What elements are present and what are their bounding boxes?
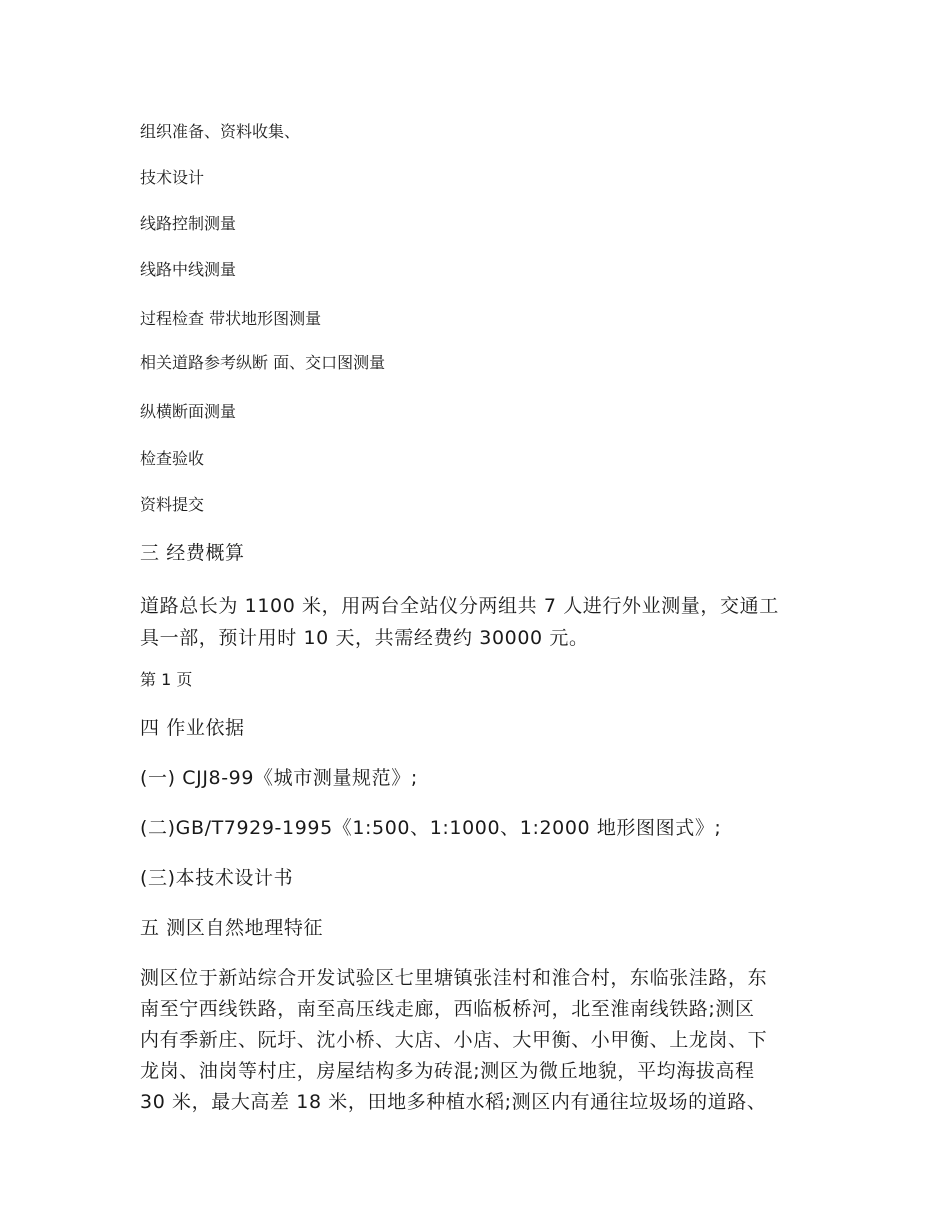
- step-inspection-topo: 过程检查 带状地形图测量: [140, 309, 322, 328]
- step-control-survey: 线路控制测量: [140, 214, 237, 233]
- step-reference-profile: 相关道路参考纵断 面、交口图测量: [140, 353, 386, 372]
- section5-body-line: 南至宁西线铁路，南至高压线走廊，西临板桥河，北至淮南线铁路;测区: [140, 998, 755, 1020]
- step-organize: 组织准备、资料收集、: [140, 122, 301, 141]
- section4-item-1: (一) CJJ8-99《城市测量规范》;: [140, 767, 418, 789]
- section5-body-line: 30 米，最大高差 18 米，田地多种植水稻;测区内有通往垃圾场的道路、: [140, 1091, 767, 1113]
- section3-body-line: 具一部，预计用时 10 天，共需经费约 30000 元。: [140, 627, 589, 649]
- section5-body-line: 测区位于新站综合开发试验区七里塘镇张洼村和淮合村，东临张洼路，东: [140, 967, 768, 989]
- section5-heading: 五 测区自然地理特征: [140, 917, 324, 939]
- section4-item-2: (二)GB/T7929-1995《1:500、1:1000、1:2000 地形图图式》;: [140, 817, 722, 839]
- step-submission: 资料提交: [140, 495, 205, 514]
- section3-body-line: 道路总长为 1100 米，用两台全站仪分两组共 7 人进行外业测量，交通工: [140, 595, 779, 617]
- section4-item-3: (三)本技术设计书: [140, 867, 294, 889]
- section5-body-line: 龙岗、油岗等村庄，房屋结构多为砖混;测区为微丘地貌，平均海拔高程: [140, 1060, 755, 1082]
- step-cross-section: 纵横断面测量: [140, 402, 237, 421]
- section3-body: [140, 590, 820, 654]
- section4-heading: 四 作业依据: [140, 717, 245, 739]
- page-number: 第 1 页: [140, 670, 193, 689]
- section5-body-line: 内有季新庄、阮圩、沈小桥、大店、小店、大甲衡、小甲衡、上龙岗、下: [140, 1029, 768, 1051]
- step-acceptance: 检查验收: [140, 449, 205, 468]
- step-tech-design: 技术设计: [140, 168, 205, 187]
- section5-body: [140, 963, 820, 1118]
- section3-heading: 三 经费概算: [140, 542, 245, 564]
- step-centerline-survey: 线路中线测量: [140, 260, 237, 279]
